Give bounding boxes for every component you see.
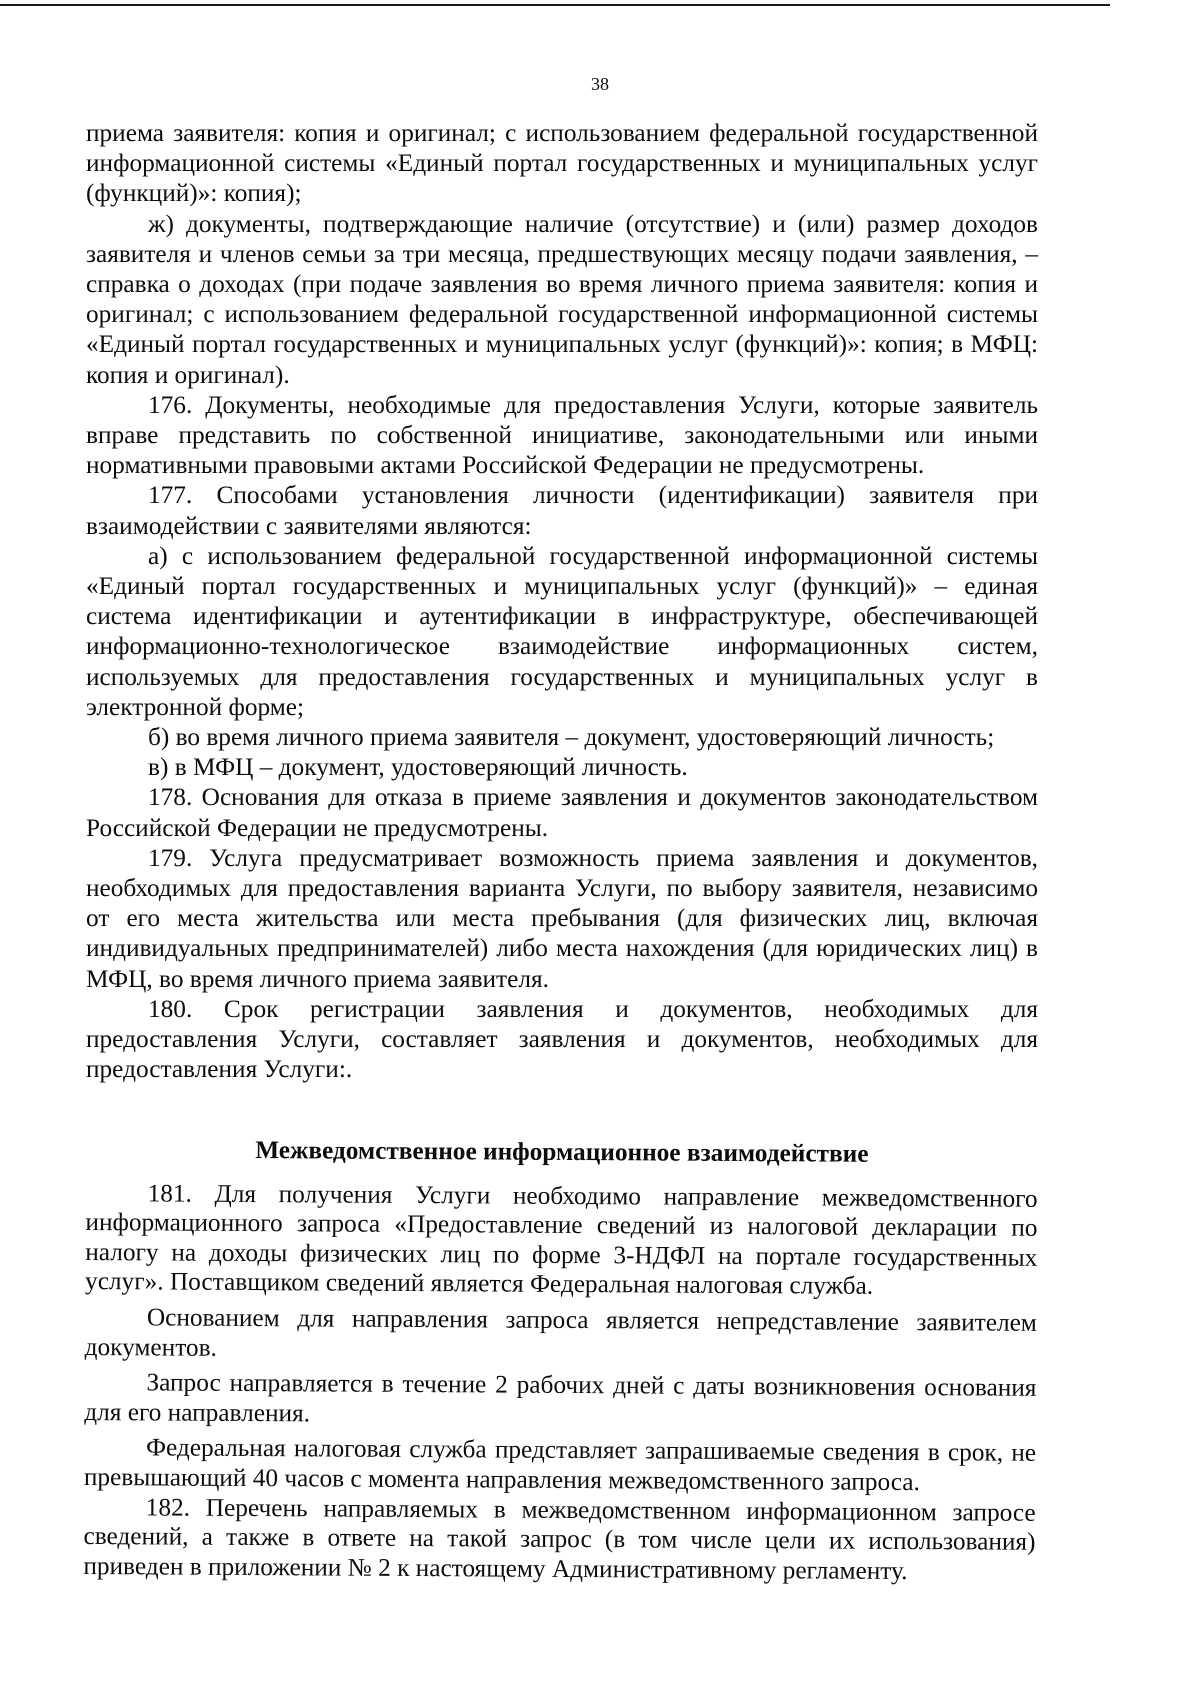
page-number: 38	[591, 74, 609, 94]
paragraph-178: 178. Основания для отказа в приеме заявления и документов законодательством Российской Федерации не предусмотрены.	[86, 783, 1038, 842]
paragraph-continuation: приема заявителя: копия и оригинал; с использованием федеральной государственной информационной системы «Единый портал государственных и муниципальных услуг (функций)»: копия);	[86, 119, 1038, 208]
paragraph-177-a: а) с использованием федеральной государственной информационной системы «Единый портал государственных и муниципальных услуг (функций)» – единая система идентификации и аутентификации в инфраструктуре, обеспечивающей информационно-технологическое взаимодействие информационных систем, используемых для предоставления государственных и муниципальных услуг в электронной форме;	[86, 541, 1038, 721]
paragraph-177-b: б) во время личного приема заявителя – документ, удостоверяющий личность;	[148, 723, 995, 752]
paragraph-180: 180. Срок регистрации заявления и документов, необходимых для предоставления Услуги, составляет заявления и документов, необходимых для предоставления Услуги:.	[86, 994, 1038, 1084]
paragraph-181: 181. Для получения Услуги необходимо направление межведомственного информационного запроса «Предоставление сведений из налоговой декларации по налогу на доходы физических лиц по форме 3-НДФЛ на портале государственных услуг». Поставщиком сведений является Федеральная налоговая служба.	[85, 1178, 1038, 1300]
section-heading: Межведомственное информационное взаимодействие	[255, 1135, 869, 1168]
paragraph-response-timing: Федеральная налоговая служба представляет запрашиваемые сведения в срок, не превышающий 40 часов с момента направления межведомственного запроса.	[83, 1433, 1037, 1496]
document-body	[83, 118, 1038, 1585]
paragraph-182: 182. Перечень направляемых в межведомственном информационном запросе сведений, а также в ответе на такой запрос (в том числе цели их использования) приведен в приложении № 2 к настоящему Административному регламенту.	[83, 1492, 1036, 1585]
interagency-section	[83, 1135, 1038, 1587]
paragraph-176: 176. Документы, необходимые для предоставления Услуги, которые заявитель вправе представить по собственной инициативе, законодательными или иными нормативными правовыми актами Российской Федерации не предусмотрены.	[86, 390, 1038, 480]
paragraph-request-basis: Основанием для направления запроса является непредставление заявителем документов.	[84, 1302, 1037, 1361]
paragraph-177-v: в) в МФЦ – документ, удостоверяющий личность.	[148, 753, 688, 782]
paragraph-179: 179. Услуга предусматривает возможность приема заявления и документов, необходимых для предоставления варианта Услуги, по выбору заявителя, независимо от его места жительства или места пребывания (для физических лиц, включая индивидуальных предпринимателей) либо места нахождения (для юридических лиц) в МФЦ, во время личного приема заявителя.	[86, 843, 1038, 993]
paragraph-request-timing: Запрос направляется в течение 2 рабочих дней с даты возникновения основания для его направления.	[84, 1368, 1037, 1427]
top-border-line	[0, 4, 1110, 6]
paragraph-item-zh: ж) документы, подтверждающие наличие (отсутствие) и (или) размер доходов заявителя и членов семьи за три месяца, предшествующих месяцу подачи заявления, – справка о доходах (при подаче заявления во время личного приема заявителя: копия и оригинал; с использованием федеральной государственной информационной системы «Единый портал государственных и муниципальных услуг (функций)»: копия; в МФЦ: копия и оригинал).	[86, 209, 1038, 389]
paragraph-177: 177. Способами установления личности (идентификации) заявителя при взаимодействии с заявителями являются:	[86, 481, 1038, 540]
